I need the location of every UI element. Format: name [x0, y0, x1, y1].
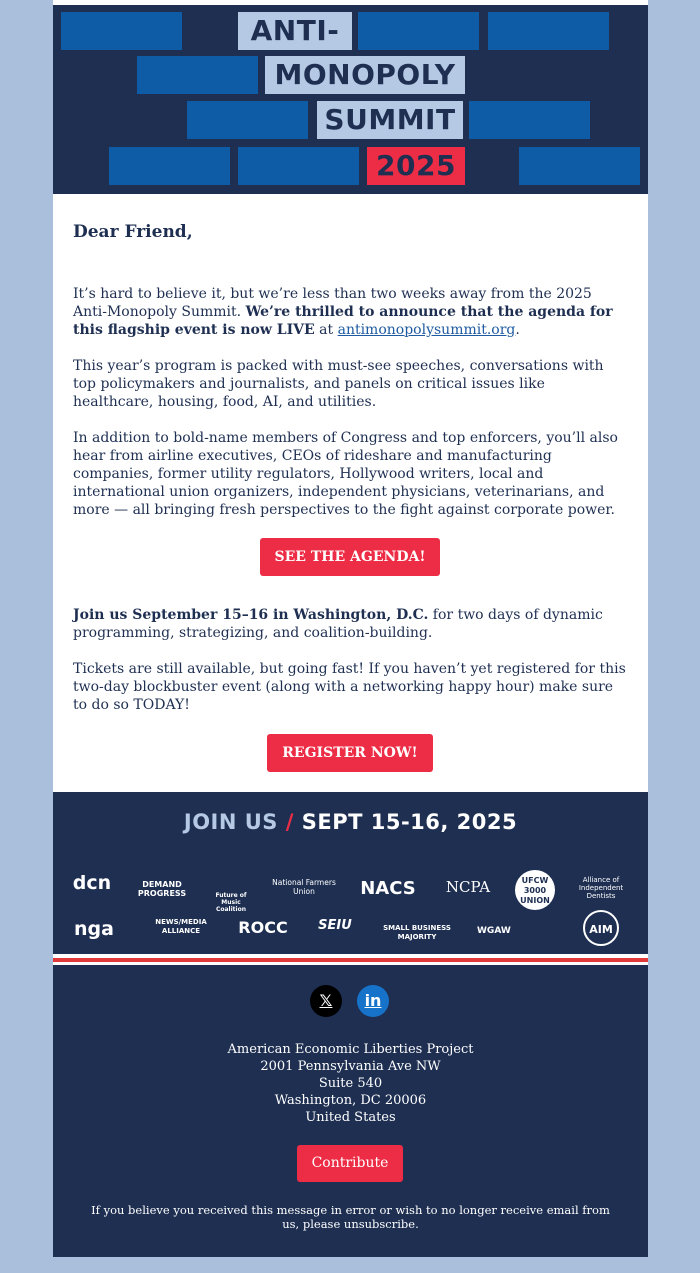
address-suite: Suite 540	[318, 1076, 383, 1091]
header-block	[469, 101, 590, 139]
logo-demand-progress: DEMAND PROGRESS	[137, 880, 187, 898]
logo-aim: AIM	[583, 910, 619, 946]
address-street: 2001 Pennsylvania Ave NW	[260, 1059, 441, 1074]
logo-future-of-music: Future of Music Coalition	[215, 892, 247, 913]
linkedin-icon[interactable]: in	[357, 985, 389, 1017]
join-us-heading	[53, 810, 648, 834]
header-block	[137, 56, 258, 94]
logo-wgaw: WGAW	[477, 926, 511, 936]
address-country: United States	[305, 1110, 396, 1125]
join-us-date: SEPT 15-16, 2025	[301, 810, 518, 834]
header-block	[61, 12, 182, 50]
address-city: Washington, DC 20006	[274, 1093, 427, 1108]
paragraph-text: at	[314, 322, 338, 338]
header-block	[488, 12, 609, 50]
paragraph-text: It’s hard to believe it, but we’re less than two weeks away from the 2025 Anti-Monopoly Summit.	[73, 286, 592, 320]
logo-seiu: SEIU	[318, 918, 352, 933]
header-title-summit: SUMMIT	[317, 101, 463, 139]
paragraph-program: This year’s program is packed with must-see speeches, conversations with top policymakers and journalists, and panels on critical issues like healthcare, housing, food, AI, and utilities.	[73, 358, 604, 410]
see-agenda-button[interactable]: SEE THE AGENDA!	[260, 538, 440, 576]
summit-website-link[interactable]: antimonopolysummit.org	[337, 322, 516, 338]
join-us-slash: /	[277, 810, 302, 834]
paragraph-bold-text: Join us September 15–16 in Washington, D.C.	[73, 607, 429, 623]
unsubscribe-notice[interactable]: If you believe you received this message in error or wish to no longer receive email from us, please unsubscribe.	[91, 1203, 610, 1231]
email-footer	[53, 965, 648, 1257]
header-title-year: 2025	[367, 147, 465, 185]
join-us-text: JOIN US	[183, 810, 278, 834]
paragraph-tickets: Tickets are still available, but going fast! If you haven’t yet registered for this two-day blockbuster event (along with a networking happy hour) make sure to do so TODAY!	[73, 661, 626, 713]
email-container	[53, 0, 648, 1257]
paragraph-agenda-announcement	[73, 285, 628, 339]
paragraph-speakers: In addition to bold-name members of Congress and top enforcers, you’ll also hear from airline executives, CEOs of rideshare and manufacturing companies, former utility regulators, Hollywood writers, local and international union organizers, independent physicians, veterinarians, and more — all bringing fresh perspectives to the fight against corporate power.	[73, 430, 618, 518]
org-name: American Economic Liberties Project	[227, 1042, 474, 1057]
logo-nacs: NACS	[360, 878, 416, 899]
header-block	[519, 147, 640, 185]
logo-dcn: dcn	[72, 872, 112, 894]
join-us-banner	[53, 792, 648, 954]
x-social-icon[interactable]: 𝕏	[310, 985, 342, 1017]
logo-small-business-majority: SMALL BUSINESS MAJORITY	[383, 924, 451, 941]
logo-ncpa: NCPA	[445, 878, 491, 896]
logo-ufcw: UFCW 3000 UNION	[515, 870, 555, 910]
logo-alliance-independent-dentists: Alliance of Independent Dentists	[578, 876, 624, 900]
paragraph-text: .	[515, 322, 520, 338]
contribute-button[interactable]: Contribute	[297, 1145, 403, 1182]
greeting: Dear Friend,	[73, 222, 193, 242]
summit-header-banner	[53, 5, 648, 194]
register-now-button[interactable]: REGISTER NOW!	[267, 734, 433, 772]
mailing-address	[53, 1041, 648, 1126]
logo-rocc: ROCC	[238, 918, 288, 937]
paragraph-dates	[73, 606, 628, 642]
header-block	[109, 147, 230, 185]
logo-news-media-alliance: NEWS/MEDIA ALLIANCE	[155, 918, 207, 935]
header-block	[187, 101, 308, 139]
header-title-monopoly: MONOPOLY	[265, 56, 465, 94]
logo-nga: nga	[74, 918, 114, 940]
header-block	[238, 147, 359, 185]
header-title-anti: ANTI-	[238, 12, 352, 50]
header-block	[358, 12, 479, 50]
paragraph-text: for two days of dynamic programming, strategizing, and coalition-building.	[73, 607, 603, 641]
logo-national-farmers-union: National Farmers Union	[272, 878, 336, 896]
paragraph-bold-text: We’re thrilled to announce that the agenda for this flagship event is now LIVE	[73, 304, 613, 338]
